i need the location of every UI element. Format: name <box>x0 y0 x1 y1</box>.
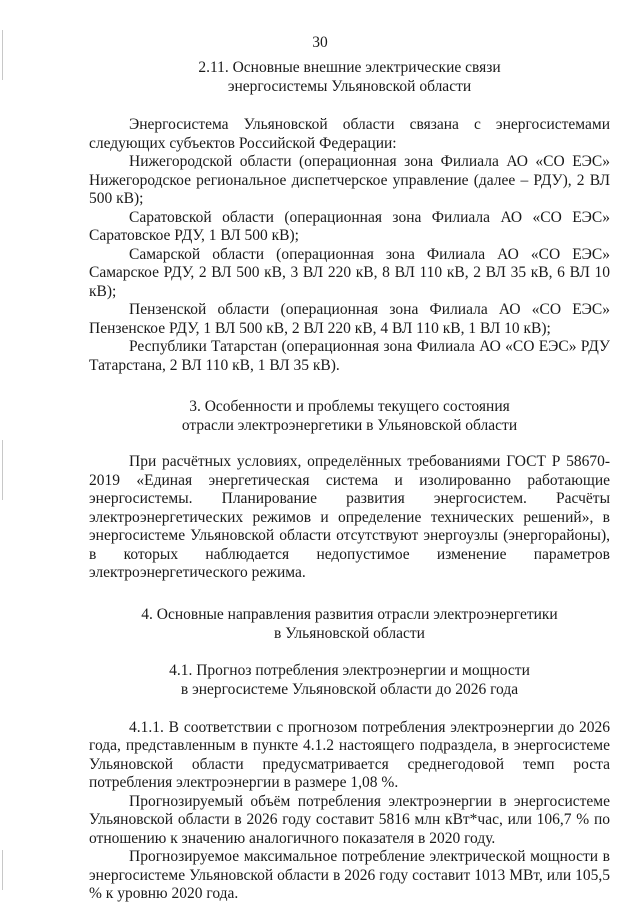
list-item: Саратовской области (операционная зона Филиала АО «СО ЕЭС» Саратовское РДУ, 1 ВЛ 500 кВ); <box>89 208 610 244</box>
heading-line: 4. Основные направления развития отрасли электроэнергетики <box>141 605 558 623</box>
list-item: Нижегородской области (операционная зона Филиала АО «СО ЕЭС» Нижегородское региональное диспетчерское управление (далее – РДУ), 2 ВЛ 500 кВ); <box>89 153 610 207</box>
paragraph: 4.1.1. В соответствии с прогнозом потребления электроэнергии до 2026 года, представленным в пункте 4.1.2 настоящего подраздела, в энергосистеме Ульяновской области предусматривается среднегодовой темп роста потребления электроэнергии в размере 1,08 %. <box>89 718 610 791</box>
heading-line: 4.1. Прогноз потребления электроэнергии и мощности <box>169 661 530 679</box>
heading-line: в энергосистеме Ульяновской области до 2026 года <box>180 680 519 698</box>
scan-edge-mark <box>2 850 3 890</box>
paragraph: Прогнозируемое максимальное потребление электрической мощности в энергосистеме Ульяновской области в 2026 году составит 1013 МВт, или 105,5 % к уровню 2020 года. <box>89 848 610 902</box>
paragraph: Прогнозируемый объём потребления электроэнергии в энергосистеме Ульяновской области в 2026 году составит 5816 млн кВт*час, или 106,7 % по отношению к значению аналогичного показателя в 2020 году. <box>89 792 610 847</box>
section-3-heading <box>89 397 610 435</box>
section-2-11-intro: Энергосистема Ульяновской области связана с энергосистемами следующих субъектов Российской Федерации: <box>89 116 610 152</box>
heading-line: в Ульяновской области <box>274 624 425 642</box>
heading-line: отрасли электроэнергетики в Ульяновской области <box>181 417 518 434</box>
heading-line: 3. Особенности и проблемы текущего состояния <box>189 398 510 415</box>
scan-edge-mark <box>2 440 3 500</box>
page-content <box>89 58 610 904</box>
section-2-11-heading <box>89 58 610 96</box>
heading-line: 2.11. Основные внешние электрические связи <box>198 59 501 76</box>
list-item: Самарской области (операционная зона Филиала АО «СО ЕЭС» Самарское РДУ, 2 ВЛ 500 кВ, 3 ВЛ 220 кВ, 8 ВЛ 110 кВ, 2 ВЛ 35 кВ, 6 ВЛ 10 кВ); <box>89 245 610 300</box>
list-item: Республики Татарстан (операционная зона Филиала АО «СО ЕЭС» РДУ Татарстана, 2 ВЛ 110 кВ, 1 ВЛ 35 кВ). <box>89 338 610 374</box>
page-number: 30 <box>312 34 328 51</box>
section-4-1-heading <box>89 661 610 699</box>
section-3-body: При расчётных условиях, определённых требованиями ГОСТ Р 58670-2019 «Единая энергетическая система и изолированно работающие энергосистемы. Планирование развития энергосистем. Расчёты электроэнергетических режимов и определение технических решений», в энергосистеме Ульяновской области отсутствуют энергоузлы (энергорайоны), в которых наблюдается недопустимое изменение параметров электроэнергетического режима. <box>89 453 610 581</box>
section-4-heading <box>89 605 610 643</box>
heading-line: энергосистемы Ульяновской области <box>227 78 472 95</box>
list-item: Пензенской области (операционная зона Филиала АО «СО ЕЭС» Пензенское РДУ, 1 ВЛ 500 кВ, 2 ВЛ 220 кВ, 4 ВЛ 110 кВ, 1 ВЛ 10 кВ); <box>89 301 610 337</box>
